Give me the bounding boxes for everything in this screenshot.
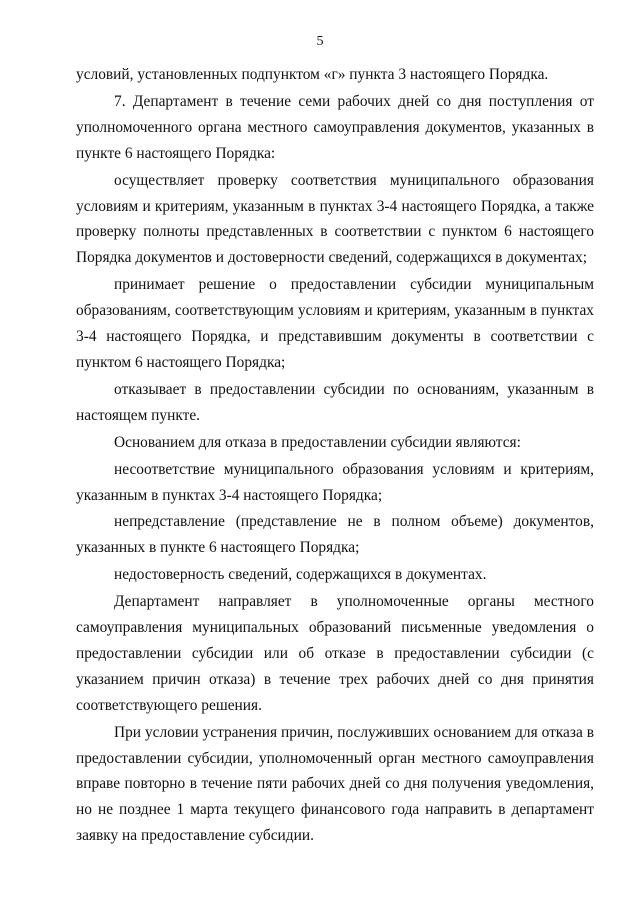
paragraph-ground-unreliability: недостоверность сведений, содержащихся в документах. xyxy=(114,566,487,584)
paragraph-ground-nonconformity: несоответствие муниципального образования условиям и критериям, указанным в пунктах 3-4 настоящего Порядка; xyxy=(76,460,594,504)
paragraph-decision: принимает решение о предоставлении субсидии муниципальным образованиям, соответствующим условиям и критериям, указанным в пунктах 3-4 настоящего Порядка, и представившим документы в соответствии с пунктом 6 настоящего Порядка; xyxy=(76,276,594,371)
paragraph-item-7: 7. Департамент в течение семи рабочих дней со дня поступления от уполномоченного органа местного самоуправления документов, указанных в пункте 6 настоящего Порядка: xyxy=(76,92,594,162)
document-body xyxy=(76,62,594,849)
paragraph-resubmission: При условии устранения причин, послуживших основанием для отказа в предоставлении субсидии, уполномоченный орган местного самоуправления вправе повторно в течение пяти рабочих дней со дня получения уведомления, но не позднее 1 марта текущего финансового года направить в департамент заявку на предоставление субсидии. xyxy=(76,723,594,845)
page-number: 5 xyxy=(316,34,324,49)
paragraph-verification: осуществляет проверку соответствия муниципального образования условиям и критериям, указанным в пунктах 3-4 настоящего Порядка, а также проверку полноты представленных в соответствии с пунктом 6 настоящего Порядка документов и достоверности сведений, содержащихся в документах; xyxy=(76,171,594,267)
paragraph-notification: Департамент направляет в уполномоченные органы местного самоуправления муниципальных образований письменные уведомления о предоставлении субсидии или об отказе в предоставлении субсидии (с указанием причин отказа) в течение трех рабочих дней со дня принятия соответствующего решения. xyxy=(76,593,594,714)
paragraph-refusal: отказывает в предоставлении субсидии по основаниям, указанным в настоящем пункте. xyxy=(76,380,594,424)
paragraph-refusal-grounds-intro: Основанием для отказа в предоставлении субсидии являются: xyxy=(114,433,521,451)
paragraph-ground-nonsubmission: непредставление (представление не в полном объеме) документов, указанных в пункте 6 настоящего Порядка; xyxy=(76,513,594,557)
paragraph-continuation: условий, установленных подпунктом «г» пункта 3 настоящего Порядка. xyxy=(76,66,549,83)
